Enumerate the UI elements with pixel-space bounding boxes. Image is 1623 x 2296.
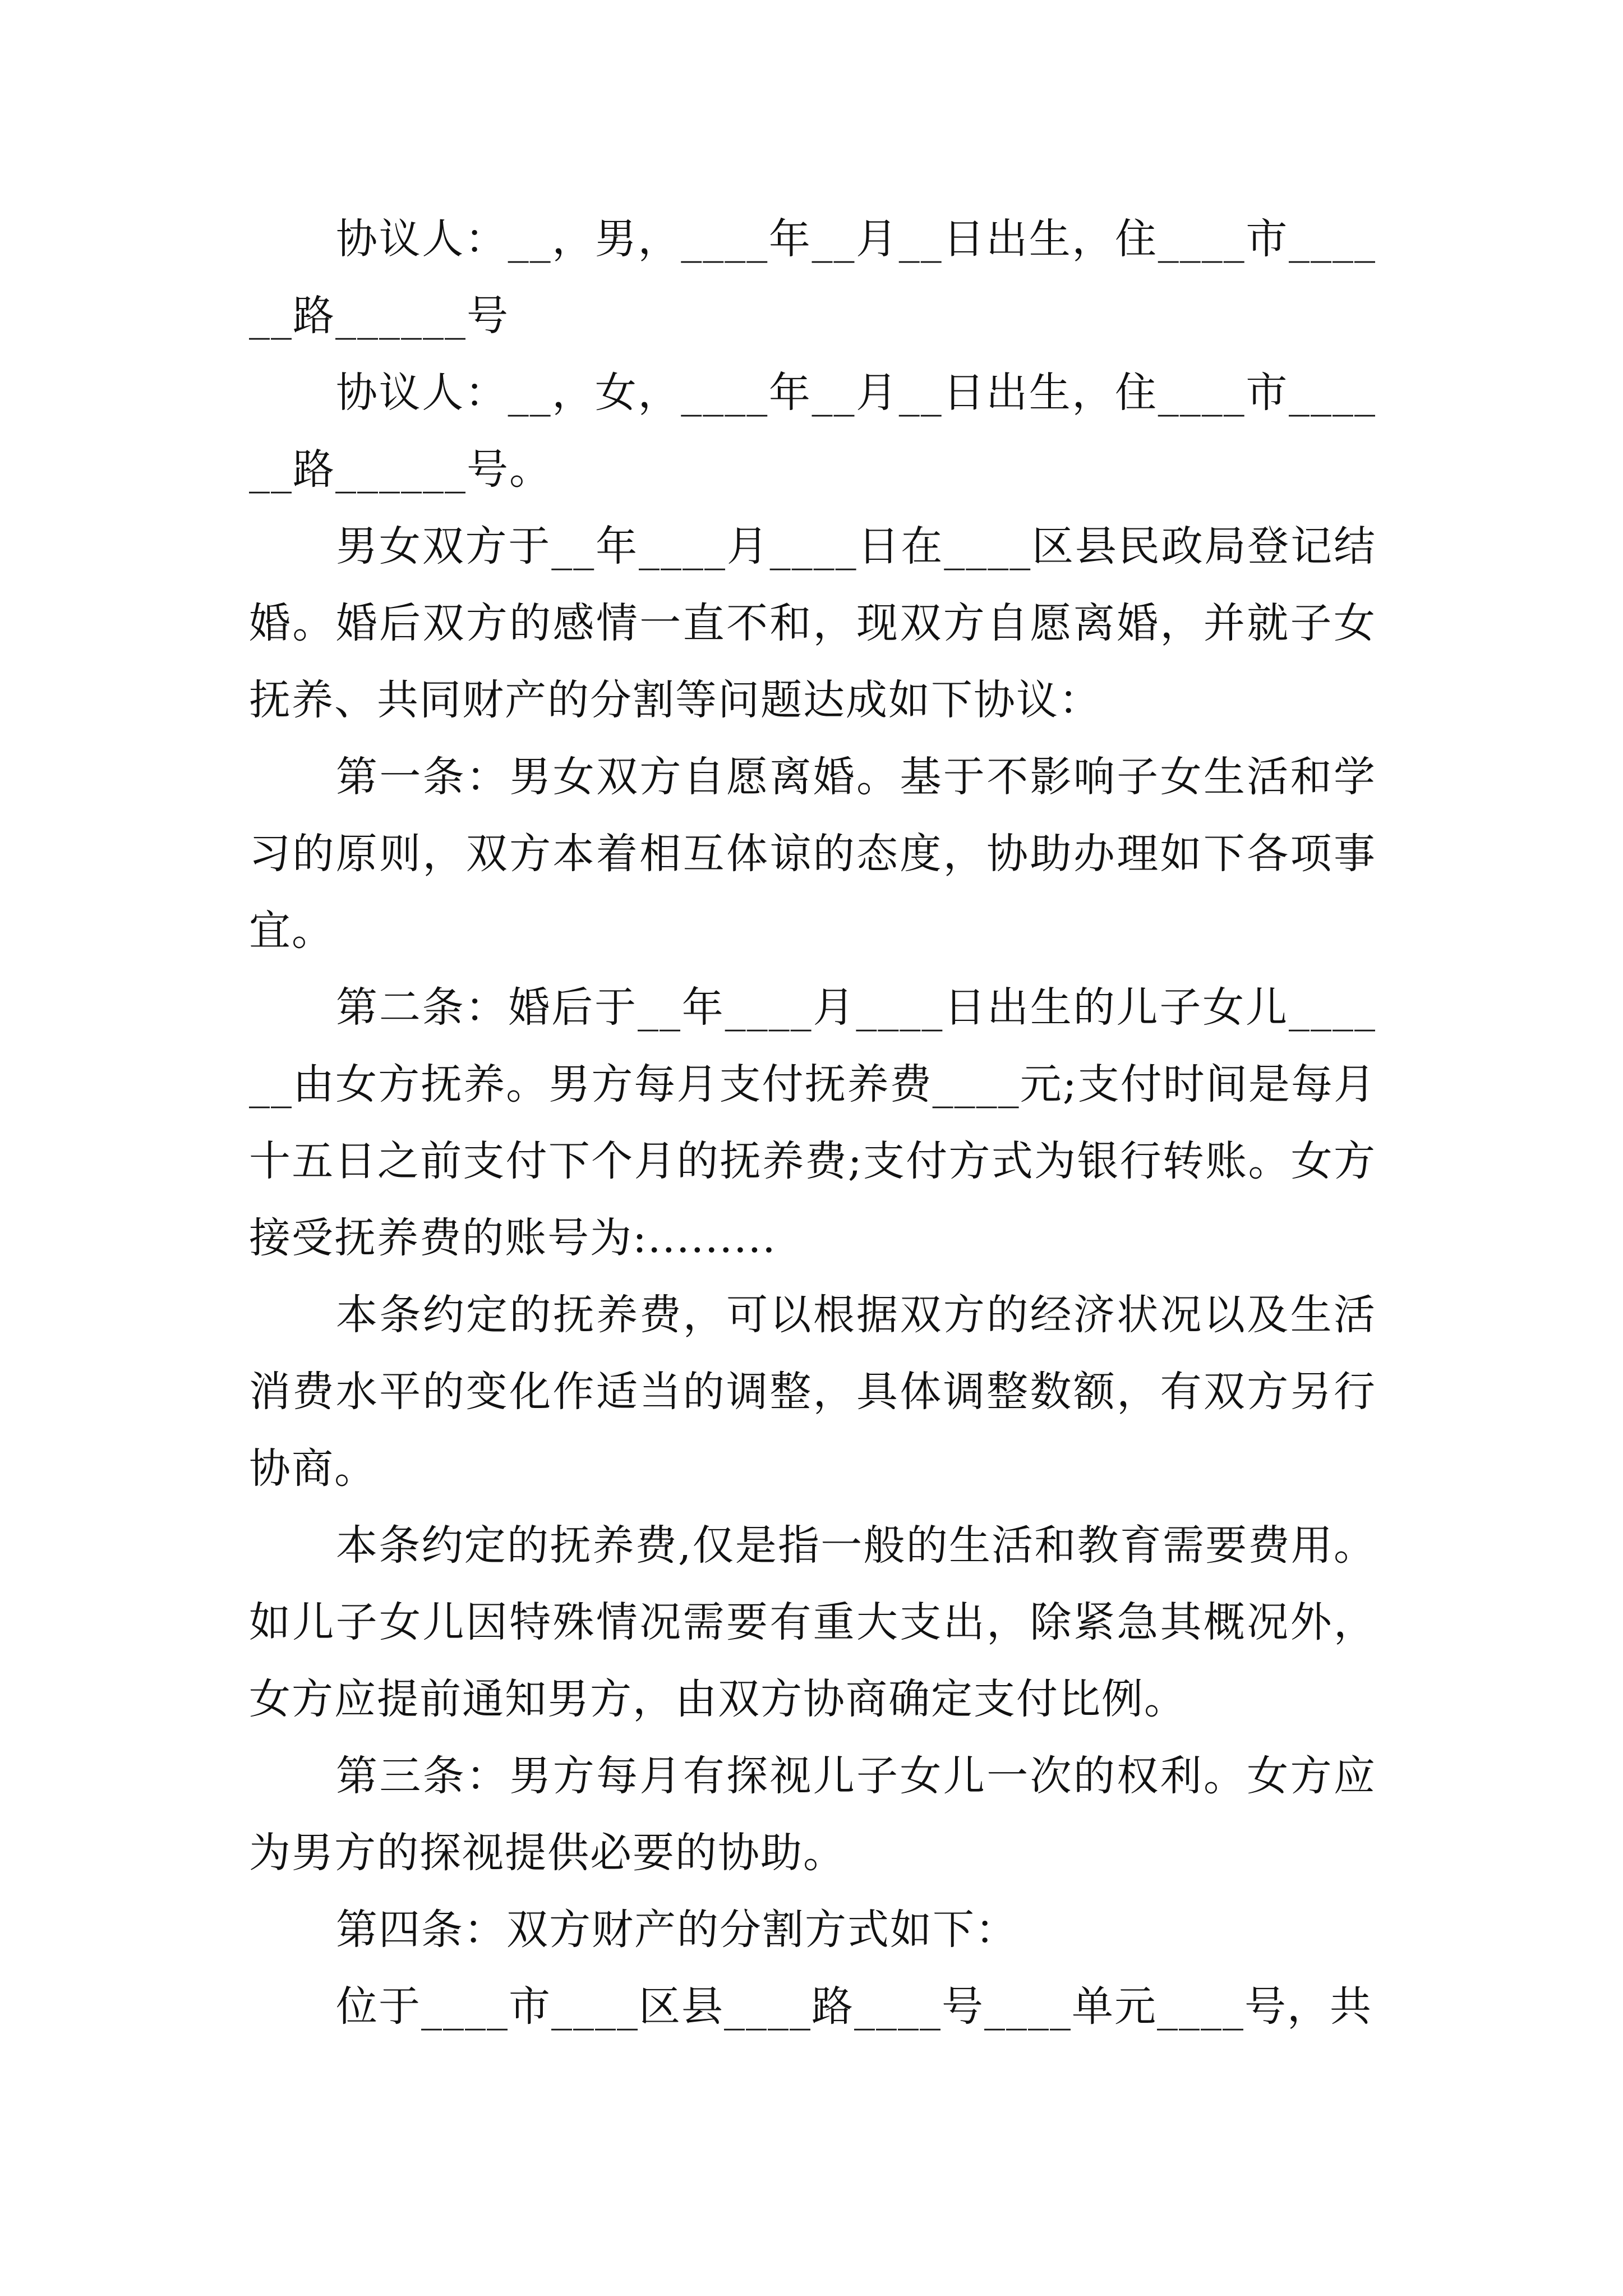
document-body <box>249 201 1376 2045</box>
property-location-paragraph: 位于____市____区县____路____号____单元____号，共 <box>336 1982 1372 2031</box>
article-3-paragraph: 第三条：男方每月有探视儿子女儿一次的权利。女方应为男方的探视提供必要的协助。 <box>249 1752 1376 1877</box>
support-adjustment-paragraph: 本条约定的抚养费，可以根据双方的经济状况以及生活消费水平的变化作适当的调整，具体调整数额，有双方另行协商。 <box>249 1291 1376 1493</box>
support-scope-paragraph: 本条约定的抚养费,仅是指一般的生活和教育需要费用。如儿子女儿因特殊情况需要有重大支出，除紧急其概况外，女方应提前通知男方，由双方协商确定支付比例。 <box>249 1521 1376 1723</box>
party-male-paragraph: 协议人：__，男，____年__月__日出生，住____市______路______号 <box>249 215 1376 340</box>
article-1-paragraph: 第一条：男女双方自愿离婚。基于不影响子女生活和学习的原则，双方本着相互体谅的态度，协助办理如下各项事宜。 <box>249 753 1376 955</box>
party-female-paragraph: 协议人：__，女，____年__月__日出生，住____市______路______号。 <box>249 369 1376 494</box>
article-4-paragraph: 第四条：双方财产的分割方式如下： <box>336 1906 1018 1954</box>
article-2-paragraph: 第二条：婚后于__年____月____日出生的儿子女儿______由女方抚养。男方每月支付抚养费____元;支付时间是每月十五日之前支付下个月的抚养费;支付方式为银行转账。女方接受抚养费的账号为:......... <box>249 983 1376 1262</box>
preamble-paragraph: 男女双方于__年____月____日在____区县民政局登记结婚。婚后双方的感情一直不和，现双方自愿离婚，并就子女抚养、共同财产的分割等问题达成如下协议： <box>249 522 1376 724</box>
